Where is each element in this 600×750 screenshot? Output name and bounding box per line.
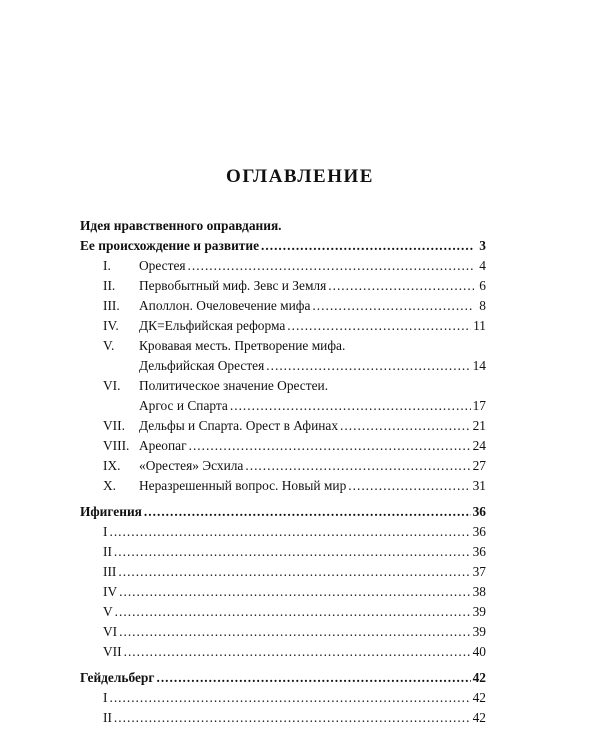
dot-leader xyxy=(114,542,471,562)
dot-leader xyxy=(312,296,474,316)
page-number: 24 xyxy=(472,438,486,453)
toc-entry[interactable] xyxy=(80,416,486,436)
toc-entry-line xyxy=(80,376,486,396)
page-number: 17 xyxy=(472,398,486,413)
page-number: 42 xyxy=(472,670,486,685)
toc-entry[interactable] xyxy=(80,456,486,476)
chapter-number: IX. xyxy=(103,458,121,473)
chapter-title-continued: Дельфийская Орестея xyxy=(139,358,265,373)
dot-leader xyxy=(124,642,471,662)
page-number: 38 xyxy=(472,584,486,599)
page-number: 8 xyxy=(479,298,486,313)
page-number: 40 xyxy=(472,644,486,659)
page-number: 21 xyxy=(472,418,486,433)
page-number: 36 xyxy=(472,524,486,539)
chapter-title: Ареопаг xyxy=(139,438,187,453)
dot-leader xyxy=(348,476,470,496)
section-entry[interactable] xyxy=(80,668,486,688)
chapter-title: Неразрешенный вопрос. Новый мир xyxy=(139,478,347,493)
toc-entry-line xyxy=(80,396,486,416)
page-number: 42 xyxy=(472,690,486,705)
chapter-number: IV xyxy=(103,584,118,599)
toc-entry[interactable] xyxy=(80,542,486,562)
toc-entry[interactable] xyxy=(80,602,486,622)
chapter-number: VI xyxy=(103,624,118,639)
toc-entry[interactable] xyxy=(80,256,486,276)
toc-entry[interactable] xyxy=(80,436,486,456)
chapter-title: Дельфы и Спарта. Орест в Афинах xyxy=(139,418,339,433)
chapter-number: I xyxy=(103,524,108,539)
chapter-number: VI. xyxy=(103,378,121,393)
dot-leader xyxy=(188,256,474,276)
chapter-number: III. xyxy=(103,298,120,313)
dot-leader xyxy=(189,436,471,456)
chapter-number: X. xyxy=(103,478,117,493)
page-number: 39 xyxy=(472,604,486,619)
dot-leader xyxy=(261,236,474,256)
toc-entry[interactable] xyxy=(80,296,486,316)
dot-leader xyxy=(287,316,471,336)
toc-entry-line xyxy=(80,336,486,356)
page-number: 42 xyxy=(472,710,486,725)
section-title-text: Ифигения xyxy=(80,504,142,519)
page-title: ОГЛАВЛЕНИЕ xyxy=(226,166,374,187)
dot-leader xyxy=(230,396,471,416)
toc-entry[interactable] xyxy=(80,276,486,296)
page-number: 14 xyxy=(472,358,486,373)
toc-entry[interactable] xyxy=(80,562,486,582)
page-number: 3 xyxy=(479,238,486,253)
dot-leader xyxy=(118,562,470,582)
chapter-number: IV. xyxy=(103,318,119,333)
page-number: 36 xyxy=(472,504,486,519)
chapter-number: I xyxy=(103,690,108,705)
section-title-text: Ее происхождение и развитие xyxy=(80,238,260,253)
page-number: 11 xyxy=(473,318,486,333)
section-title-text: Гейдельберг xyxy=(80,670,155,685)
toc-entry[interactable] xyxy=(80,582,486,602)
toc-entry-line xyxy=(80,356,486,376)
dot-leader xyxy=(340,416,471,436)
page-number: 36 xyxy=(472,544,486,559)
toc-entry[interactable] xyxy=(80,316,486,336)
page-number: 27 xyxy=(472,458,486,473)
toc-entry[interactable] xyxy=(80,522,486,542)
chapter-title: Политическое значение Орестеи. xyxy=(139,378,329,393)
dot-leader xyxy=(109,522,470,542)
section-entry[interactable] xyxy=(80,502,486,522)
chapter-number: II xyxy=(103,544,112,559)
toc-entry-multiline[interactable] xyxy=(80,376,486,416)
chapter-number: V. xyxy=(103,338,115,353)
chapter-title: Аполлон. Очеловечение мифа xyxy=(139,298,311,313)
chapter-title: Кровавая месть. Претворение мифа. xyxy=(139,338,346,353)
chapter-number: II xyxy=(103,710,112,725)
toc-entry[interactable] xyxy=(80,642,486,662)
page-number: 31 xyxy=(472,478,486,493)
chapter-number: II. xyxy=(103,278,116,293)
toc-entry[interactable] xyxy=(80,476,486,496)
chapter-number: VIII. xyxy=(103,438,130,453)
dot-leader xyxy=(266,356,470,376)
chapter-title: Орестея xyxy=(139,258,186,273)
chapter-title: ДК=Ельфийская реформа xyxy=(139,318,286,333)
dot-leader xyxy=(119,622,470,642)
dot-leader xyxy=(119,582,470,602)
toc-entry-multiline[interactable] xyxy=(80,336,486,376)
chapter-number: I. xyxy=(103,258,111,273)
chapter-number: V xyxy=(103,604,113,619)
chapter-number: VII. xyxy=(103,418,125,433)
chapter-title: «Орестея» Эсхила xyxy=(139,458,244,473)
chapter-title: Первобытный миф. Зевс и Земля xyxy=(139,278,327,293)
toc-entry[interactable] xyxy=(80,688,486,708)
page-number: 39 xyxy=(472,624,486,639)
dot-leader xyxy=(245,456,470,476)
section-title-line xyxy=(80,216,486,236)
toc-entry[interactable] xyxy=(80,622,486,642)
dot-leader xyxy=(109,688,470,708)
page-number: 4 xyxy=(479,258,486,273)
page-number: 37 xyxy=(472,564,486,579)
dot-leader xyxy=(328,276,474,296)
dot-leader xyxy=(115,602,471,622)
section-title-text: Идея нравственного оправдания. xyxy=(80,218,282,233)
toc-entry[interactable] xyxy=(80,708,486,728)
dot-leader xyxy=(144,502,471,522)
section-entry[interactable] xyxy=(80,236,486,256)
page-number: 6 xyxy=(479,278,486,293)
dot-leader xyxy=(156,668,470,688)
dot-leader xyxy=(114,708,471,728)
table-of-contents xyxy=(80,216,486,728)
chapter-title-continued: Аргос и Спарта xyxy=(139,398,228,413)
chapter-number: III xyxy=(103,564,117,579)
chapter-number: VII xyxy=(103,644,122,659)
